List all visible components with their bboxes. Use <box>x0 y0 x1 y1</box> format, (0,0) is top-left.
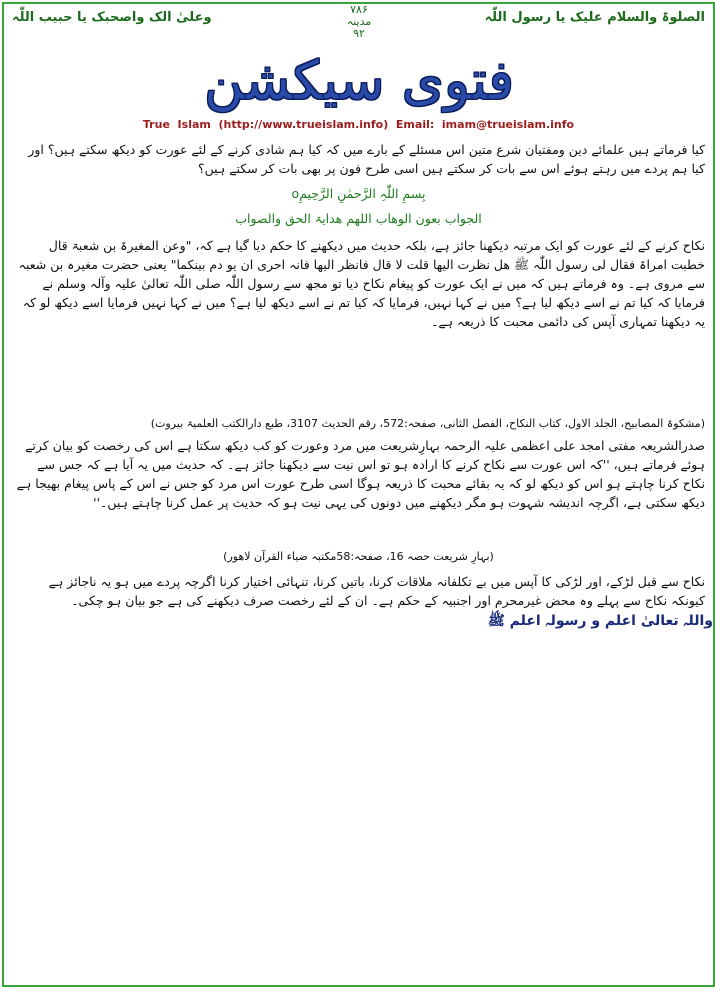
closing-line: واللہ تعالیٰ اعلم و رسولہ اعلم ﷺ <box>487 613 713 629</box>
emblem-number-top: ۷۸۶ <box>350 3 368 16</box>
page-title: فتوی سیکشن <box>203 49 515 112</box>
header <box>4 4 713 40</box>
question-text: کیا فرماتے ہیں علمائے دین ومفتیان شرع متین اس مسئلے کے بارے میں کہ کیا ہم شادی کرنے کے لئے عورت کو دیکھ سکتے ہیں؟ اور کیا ہم پردے میں رہتے ہوئے اس سے بات کر سکتے ہیں اسی طرح فون پر بھی بات کر سکتے ہیں؟ <box>28 142 705 176</box>
reference-1: (مشکوۃ المصابیح، الجلد الاول، کتاب النکاح، الفصل الثانی، صفحہ:572، رقم الحدیث 3107، طبع دارالکتب العلمیۃ بیروت) <box>150 417 705 430</box>
emblem-word: مدینہ <box>346 15 372 28</box>
paragraph-2: صدرالشریعہ مفتی امجد علی اعظمی علیہ الرحمہ بہارِشریعت میں مرد وعورت کو کب دیکھ سکتا ہے اس کی رخصت کو بیان کرتے ہوئے فرماتے ہیں، ''کہ اس عورت سے نکاح کرنے کا ارادہ ہو تو اس نیت سے دیکھنا جائز ہے۔ کہ حدیث میں یہ آیا ہے کہ جس سے نکاح کرنا چاہتے ہو اس کو دیکھ لو کہ یہ بقائے محبت کا ذریعہ ہوگا اسی طرح عورت اس مرد کو جس نے اس کے پاس پیغام بھیجا ہے دیکھ سکتی ہے، اگرچہ اندیشہ شہوت ہو مگر دیکھنے میں دونوں کی یہی نیت ہو کہ حدیث پر عمل کرنا چاہتے ہیں۔'' <box>16 438 705 510</box>
emblem-number-bottom: ۹۲ <box>353 27 365 40</box>
contact-line: True Islam (http://www.trueislam.info) Email: imam@trueislam.info <box>142 118 575 131</box>
right-salutation: الصلوۃ والسلام علیک یا رسول اللّٰہ <box>484 10 705 25</box>
page-frame <box>2 2 715 987</box>
page-emblem <box>324 4 394 40</box>
reference-2: (بہارِ شریعت حصہ 16، صفحہ:58مکتبہ ضیاء القرآن لاھور) <box>223 550 494 563</box>
answer-heading: الجواب بعون الوھاب اللھم ھدایۃ الحق والصواب <box>235 211 482 226</box>
paragraph-1: نکاح کرنے کے لئے عورت کو ایک مرتبہ دیکھنا جائز ہے، بلکہ حدیث میں دیکھنے کا حکم دیا گیا ہے کہ، "وعن المغیرۃ بن شعبۃ قال خطبت امراۃ فقال لی رسول اللّٰہ ﷺ ھل نظرت الیھا قلت لا قال فانظر الیھا فانہ احری ان یو دم بینکما" یعنی حضرت مغیرہ بن شعبہ سے مروی ہے۔ وہ فرماتے ہیں کہ میں نے ایک عورت کو پیغام نکاح دیا تو مجھ سے رسول اللّٰہ صلی اللّٰہ تعالیٰ علیہ وآلہ وسلم نے فرمایا کہ کیا تم نے اسے دیکھ لیا ہے؟ میں نے کہا نہیں، فرمایا کہ کیا تم نے اسے دیکھ لیا ہے؟ میں نے کہا نہیں فرمایا اسے دیکھ لو کہ یہ دیکھنا تمہاری آپس کی دائمی محبت کا ذریعہ ہے۔ <box>18 238 705 329</box>
bismillah: بِسمِ اللّٰہِ الرَّحمٰنِ الرَّحِیمِo <box>291 186 426 201</box>
left-salutation: وعلیٰ الک واصحبک یا حبیب اللّٰہ <box>12 10 212 25</box>
paragraph-3: نکاح سے قبل لڑکے، اور لڑکی کا آپس میں بے تکلفانہ ملاقات کرنا، باتیں کرنا، تنہائی اختیار کرنا اگرچہ پردے میں ہو یہ ناجائز ہے کیونکہ نکاح سے پہلے وہ محض غیرمحرم اور اجنبیہ کے حکم ہے۔ ان کے لئے رخصت صرف دیکھنے کی ہے جو بیان ہو چکی۔ <box>48 574 705 608</box>
